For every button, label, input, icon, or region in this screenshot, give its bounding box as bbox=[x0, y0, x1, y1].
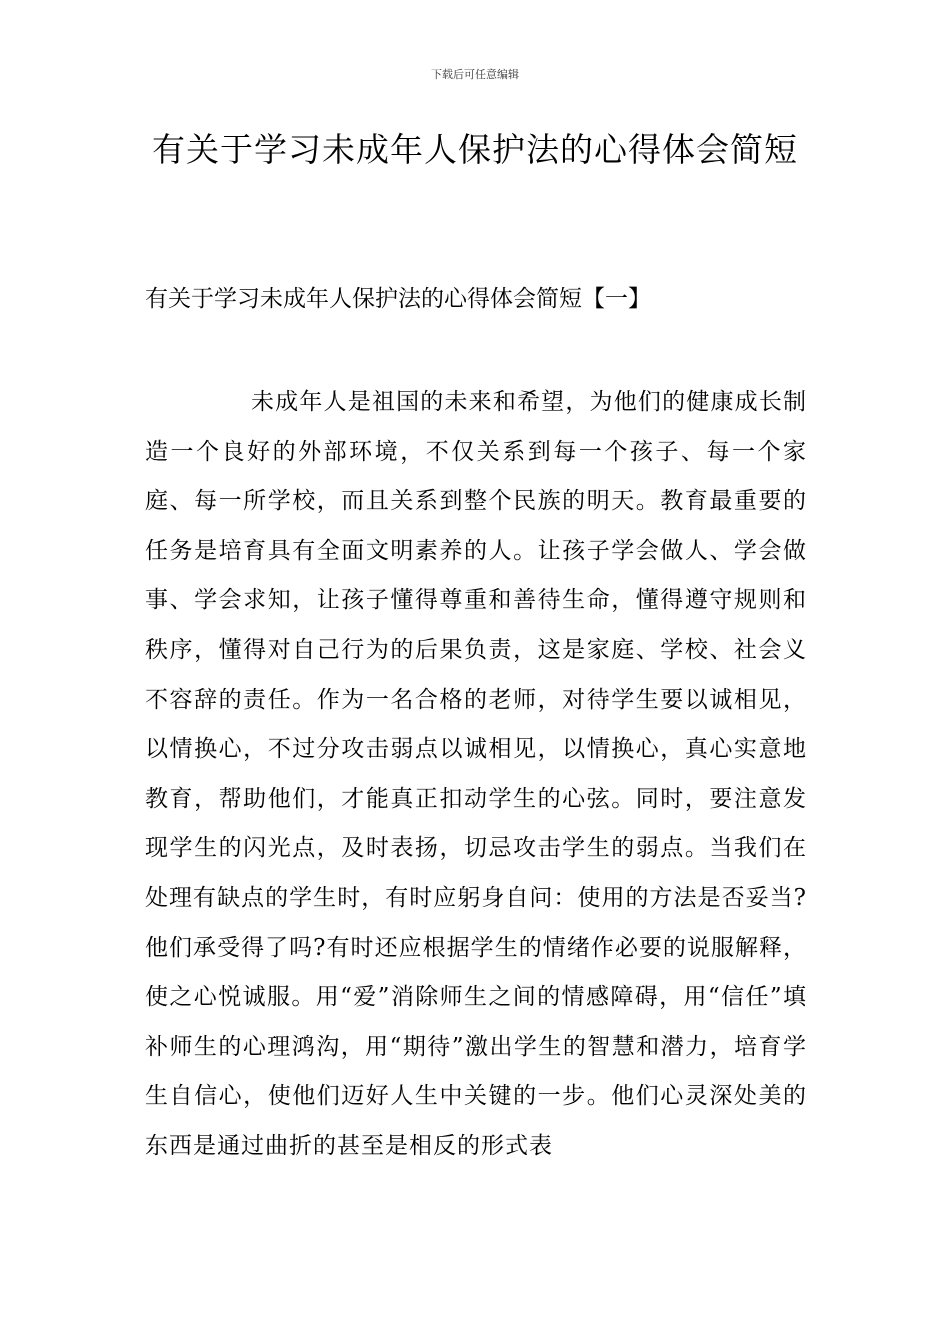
header-note: 下载后可任意编辑 bbox=[431, 68, 519, 81]
body-paragraph: 未成年人是祖国的未来和希望，为他们的健康成长制造一个良好的外部环境，不仅关系到每一个孩子、每一个家庭、每一所学校，而且关系到整个民族的明天。教育最重要的任务是培育具有全面文明素养的人。让孩子学会做人、学会做事、学会求知，让孩子懂得尊重和善待生命，懂得遵守规则和秩序，懂得对自己行为的后果负责，这是家庭、学校、社会义不容辞的责任。作为一名合格的老师，对待学生要以诚相见，以情换心，不过分攻击弱点以诚相见，以情换心，真心实意地教育，帮助他们，才能真正扣动学生的心弦。同时，要注意发现学生的闪光点，及时表扬，切忌攻击学生的弱点。当我们在处理有缺点的学生时，有时应躬身自问：使用的方法是否妥当?他们承受得了吗?有时还应根据学生的情绪作必要的说服解释，使之心悦诚服。用“爱”消除师生之间的情感障碍，用“信任”填补师生的心理鸿沟，用“期待”激出学生的智慧和潜力，培育学生自信心，使他们迈好人生中关键的一步。他们心灵深处美的东西是通过曲折的甚至是相反的形式表 bbox=[145, 389, 807, 1159]
section-heading: 有关于学习未成年人保护法的心得体会简短【一】 bbox=[145, 286, 651, 312]
document-title: 有关于学习未成年人保护法的心得体会简短 bbox=[152, 130, 798, 169]
